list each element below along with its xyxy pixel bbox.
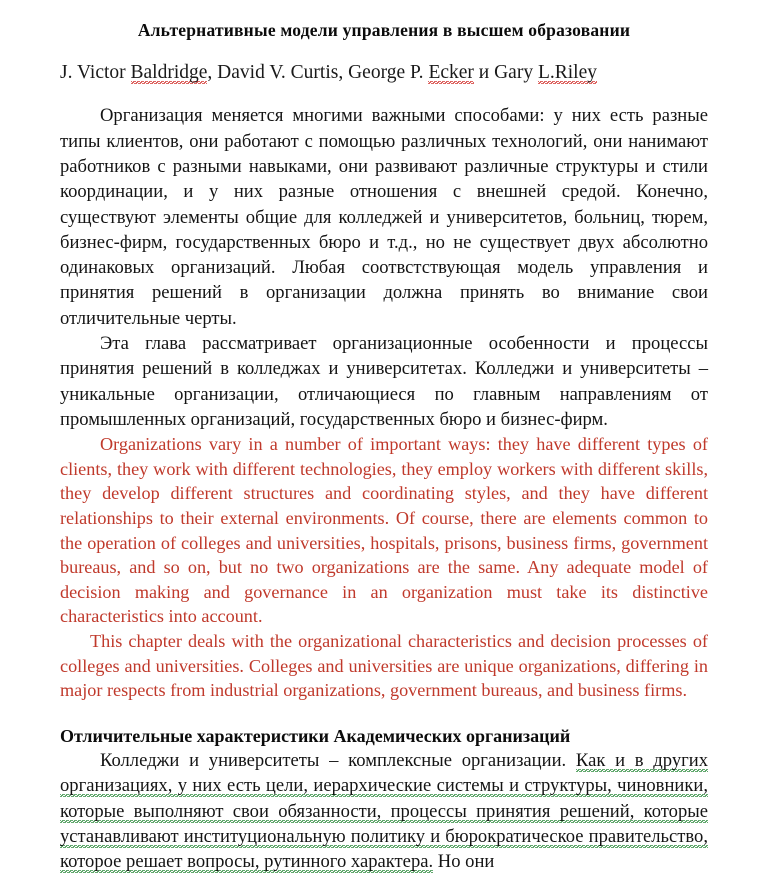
author-line [60, 41, 708, 87]
document-body [60, 0, 708, 875]
paragraph-english-1: Organizations vary in a number of important ways: they have different types of clients, they work with different technologies, they employ workers with different skills, they develop different structures and coordinating styles, and they have different relationships to their external environments. Of course, there are elements common to the operation of colleges and universities, hospitals, prisons, business firms, government bureaus, and so on, but no two organizations are the same. Any adequate model of decision making and governance in an organization must take its distinctive characteristics into account. [60, 434, 708, 627]
author-text-segment: и Gary [473, 62, 538, 83]
section-body-tail: Но они [433, 851, 495, 873]
misspelled-word-ecker[interactable]: Ecker [428, 62, 474, 83]
author-text-segment: J. Victor [60, 62, 131, 83]
paragraph-english-2: This chapter deals with the organizational characteristics and decision processes of colleges and universities. Colleges and universities are unique organizations, differing in major respects from industrial organizations, government bureaus, and business firms. [60, 630, 708, 701]
author-text-segment: , David V. Curtis, George P. [207, 62, 429, 83]
section-heading: Отличительные характеристики Академических организаций [60, 725, 571, 746]
misspelled-word-baldridge[interactable]: Baldridge [130, 62, 208, 83]
document-title: Альтернативные модели управления в высшем образовании [137, 20, 631, 40]
section-body-lead: Колледжи и университеты – комплексные организации. [100, 750, 576, 772]
misspelled-word-lriley[interactable]: L.Riley [537, 62, 597, 83]
paragraph-russian-2: Эта глава рассматривает организационные особенности и процессы принятия решений в колледжах и университетах. Колледжи и университеты – уникальные организации, отличающиеся по главным направлениям от промышленных организаций, государственных бюро и бизнес-фирм. [60, 333, 708, 430]
paragraph-russian-1: Организация меняется многими важными способами: у них есть разные типы клиентов, они работают с помощью различных технологий, они нанимают работников с разными навыками, они развивают различные структуры и стили координации, и у них разные отношения с внешней средой. Конечно, существуют элементы общие для колледжей и университетов, больниц, тюрем, бизнес-фирм, государственных бюро и т.д., но не существует двух абсолютно одинаковых организаций. Любая соотвстствующая модель управления и принятия решений в организации должна принять во внимание свои отличительные черты. [60, 105, 708, 329]
paragraph-section-body [60, 748, 708, 874]
grammar-flagged-text[interactable]: Как и в других организациях, у них есть цели, иерархические системы и структуры, чиновники, которые выполняют свои обязанности, процессы принятия решений, которые устанавливают институциональную политику и бюрократическое правительство, которое решает вопросы, рутинного характера. [60, 750, 708, 873]
